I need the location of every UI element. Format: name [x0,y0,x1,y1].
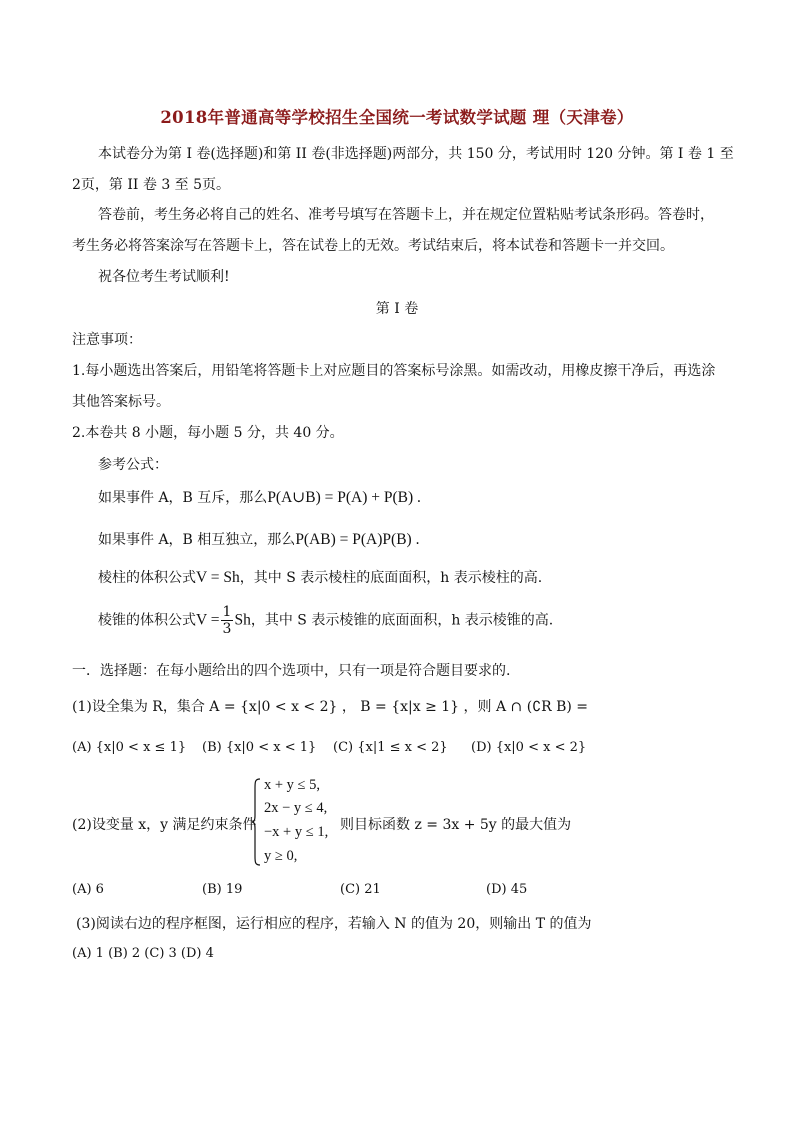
formula-pyramid [98,605,553,636]
formula-pyramid-desc: ，其中 S 表示棱锥的底面面积，h 表示棱锥的高. [250,612,554,629]
note-1-line-2: 其他答案标号。 [72,394,170,410]
q1-option-a: (A) {x|0 < x ≤ 1} [72,740,187,755]
formula-prism-label: 棱柱的体积公式 [98,570,196,586]
q2-option-a: (A) 6 [72,882,104,897]
intro-line-4: 考生务必将答案涂写在答题卡上，答在试卷上的无效。考试结束后，将本试卷和答题卡一并交回。 [72,238,674,254]
q3-options: (A) 1 (B) 2 (C) 3 (D) 4 [72,946,214,961]
q2-option-c: (C) 21 [340,882,381,897]
note-1-line-1: 1.每小题选出答案后，用铅笔将答题卡上对应题目的答案标号涂黑。如需改动，用橡皮擦干净后，再选涂 [72,363,716,379]
part-1-heading: 一．选择题：在每小题给出的四个选项中，只有一项是符合题目要求的. [72,663,511,679]
q2-constraint-3: −x + y ≤ 1, [264,824,329,840]
formula-pyramid-label: 棱锥的体积公式 [98,612,196,629]
q3-stem: (3)阅读右边的程序框图，运行相应的程序，若输入 N 的值为 20，则输出 T 的值为 [76,916,592,932]
q2-constraint-4: y ≥ 0, [264,848,298,864]
q1-stem: (1)设全集为 R，集合 A = {x|0 < x < 2} ， B = {x|x ≥ 1} ，则 A ∩ (∁R B) = [72,699,589,715]
q2-constraint-2: 2x − y ≤ 4, [264,800,328,816]
intro-line-1: 本试卷分为第 I 卷(选择题)和第 II 卷(非选择题)两部分，共 150 分，考试用时 120 分钟。第 I 卷 1 至 [98,146,734,162]
formula-exclusive-text: 如果事件 A，B 互斥，那么 [98,490,268,506]
one-third-fraction [221,605,234,636]
q2-constraint-1: x + y ≤ 5, [264,777,321,793]
section-title: 第 I 卷 [375,301,419,317]
notes-heading: 注意事项： [72,332,142,348]
formula-independent-math: P(AB) = P(A)P(B) . [295,531,420,548]
intro-line-2: 2页，第 II 卷 3 至 5页。 [72,177,231,193]
fraction-denominator: 3 [222,621,232,637]
formulas-heading: 参考公式： [98,457,168,473]
q1-option-c: (C) {x|1 ≤ x < 2} [333,740,448,755]
formula-independent [98,530,419,550]
note-2: 2.本卷共 8 小题，每小题 5 分，共 40 分。 [72,425,344,441]
q1-option-b: (B) {x|0 < x < 1} [202,740,317,755]
formula-pyramid-sh: Sh [234,611,251,629]
formula-independent-text: 如果事件 A，B 相互独立，那么 [98,532,296,548]
formula-prism [98,568,542,588]
formula-prism-desc: ，其中 S 表示棱柱的底面面积，h 表示棱柱的高. [239,570,543,586]
q2-option-d: (D) 45 [486,882,528,897]
q2-tail: 则目标函数 z = 3x + 5y 的最大值为 [340,817,572,833]
fraction-numerator: 1 [222,604,232,620]
intro-line-5: 祝各位考生考试顺利! [98,269,230,285]
formula-prism-math: V = Sh [196,569,240,586]
formula-exclusive [98,488,421,508]
left-brace-icon [251,778,261,866]
q1-option-d: (D) {x|0 < x < 2} [471,740,587,755]
q2-option-b: (B) 19 [202,882,243,897]
page-title: 2018年普通高等学校招生全国统一考试数学试题 理（天津卷） [160,108,634,127]
formula-pyramid-v: V = [196,611,220,629]
formula-exclusive-math: P(A∪B) = P(A) + P(B) . [267,489,421,506]
q2-lead: (2)设变量 x，y 满足约束条件 [72,817,257,833]
intro-line-3: 答卷前，考生务必将自己的姓名、准考号填写在答题卡上，并在规定位置粘贴考试条形码。答卷时， [98,207,714,223]
